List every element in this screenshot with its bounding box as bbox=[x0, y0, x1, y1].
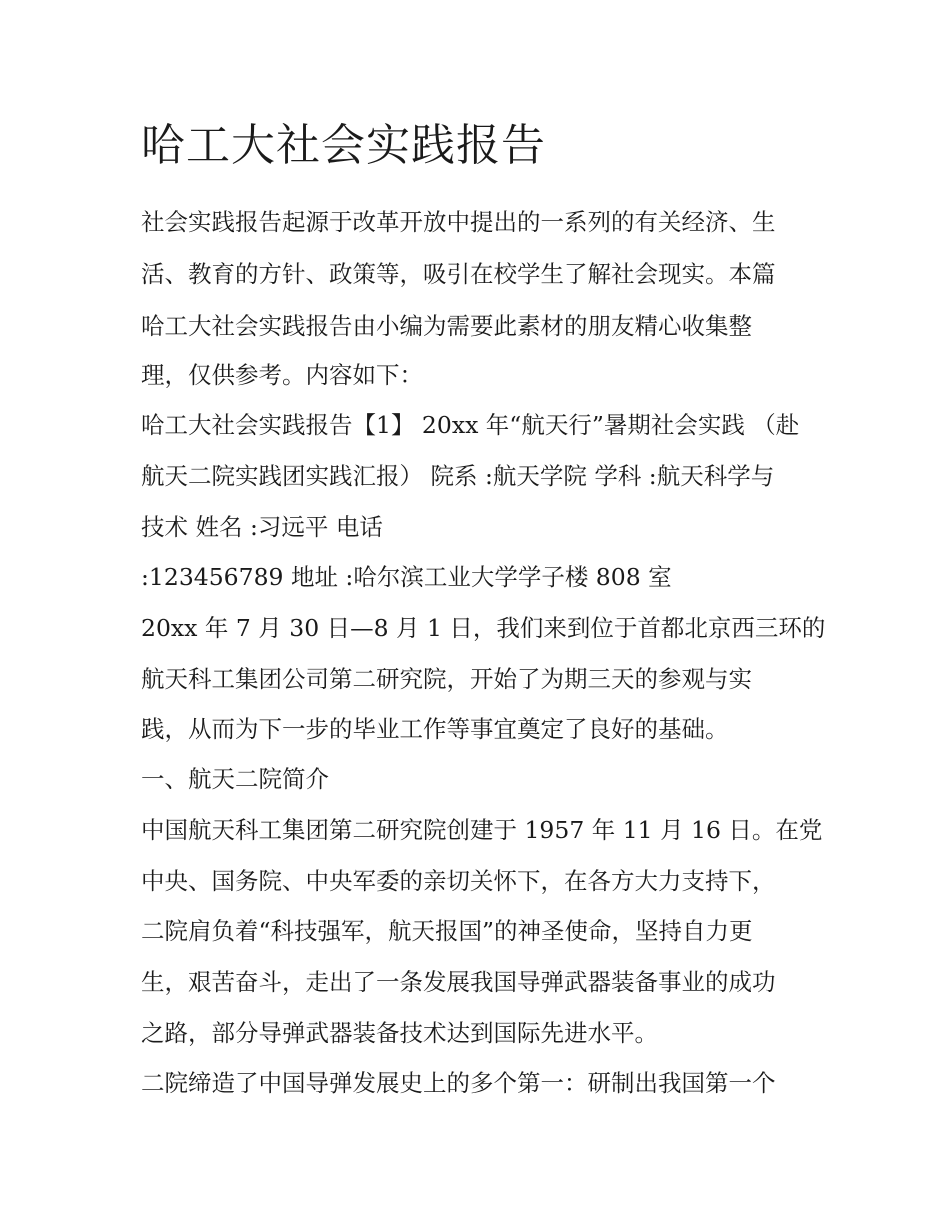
text-line: 中国航天科工集团第二研究院创建于 1957 年 11 月 16 日。在党 bbox=[141, 816, 823, 844]
text-line: 生，艰苦奋斗，走出了一条发展我国导弹武器装备事业的成功 bbox=[141, 968, 776, 996]
text-line: 活、教育的方针、政策等，吸引在校学生了解社会现实。本篇 bbox=[141, 260, 776, 288]
text-line: 20xx 年 7 月 30 日—8 月 1 日，我们来到位于首都北京西三环的 bbox=[141, 614, 826, 642]
text-line: :123456789 地址 :哈尔滨工业大学学子楼 808 室 bbox=[141, 563, 672, 591]
text-line: 社会实践报告起源于改革开放中提出的一系列的有关经济、生 bbox=[141, 208, 776, 236]
text-line: 技术 姓名 :习远平 电话 bbox=[141, 513, 383, 541]
page-title: 哈工大社会实践报告 bbox=[141, 120, 546, 171]
section-heading: 一、航天二院简介 bbox=[141, 765, 329, 793]
text-line: 中央、国务院、中央军委的亲切关怀下，在各方大力支持下， bbox=[141, 867, 776, 895]
text-line: 航天科工集团公司第二研究院，开始了为期三天的参观与实 bbox=[141, 665, 752, 693]
text-line: 哈工大社会实践报告由小编为需要此素材的朋友精心收集整 bbox=[141, 312, 752, 340]
text-line: 二院肩负着“科技强军，航天报国”的神圣使命，坚持自力更 bbox=[141, 917, 753, 945]
text-line: 二院缔造了中国导弹发展史上的多个第一：研制出我国第一个 bbox=[141, 1069, 776, 1097]
text-line: 理，仅供参考。内容如下： bbox=[141, 361, 423, 389]
text-line: 航天二院实践团实践汇报） 院系 :航天学院 学科 :航天科学与 bbox=[141, 462, 775, 490]
text-line: 之路，部分导弹武器装备技术达到国际先进水平。 bbox=[141, 1019, 658, 1047]
text-line: 哈工大社会实践报告【1】 20xx 年“航天行”暑期社会实践 （赴 bbox=[141, 411, 800, 439]
text-line: 践，从而为下一步的毕业工作等事宜奠定了良好的基础。 bbox=[141, 715, 729, 743]
